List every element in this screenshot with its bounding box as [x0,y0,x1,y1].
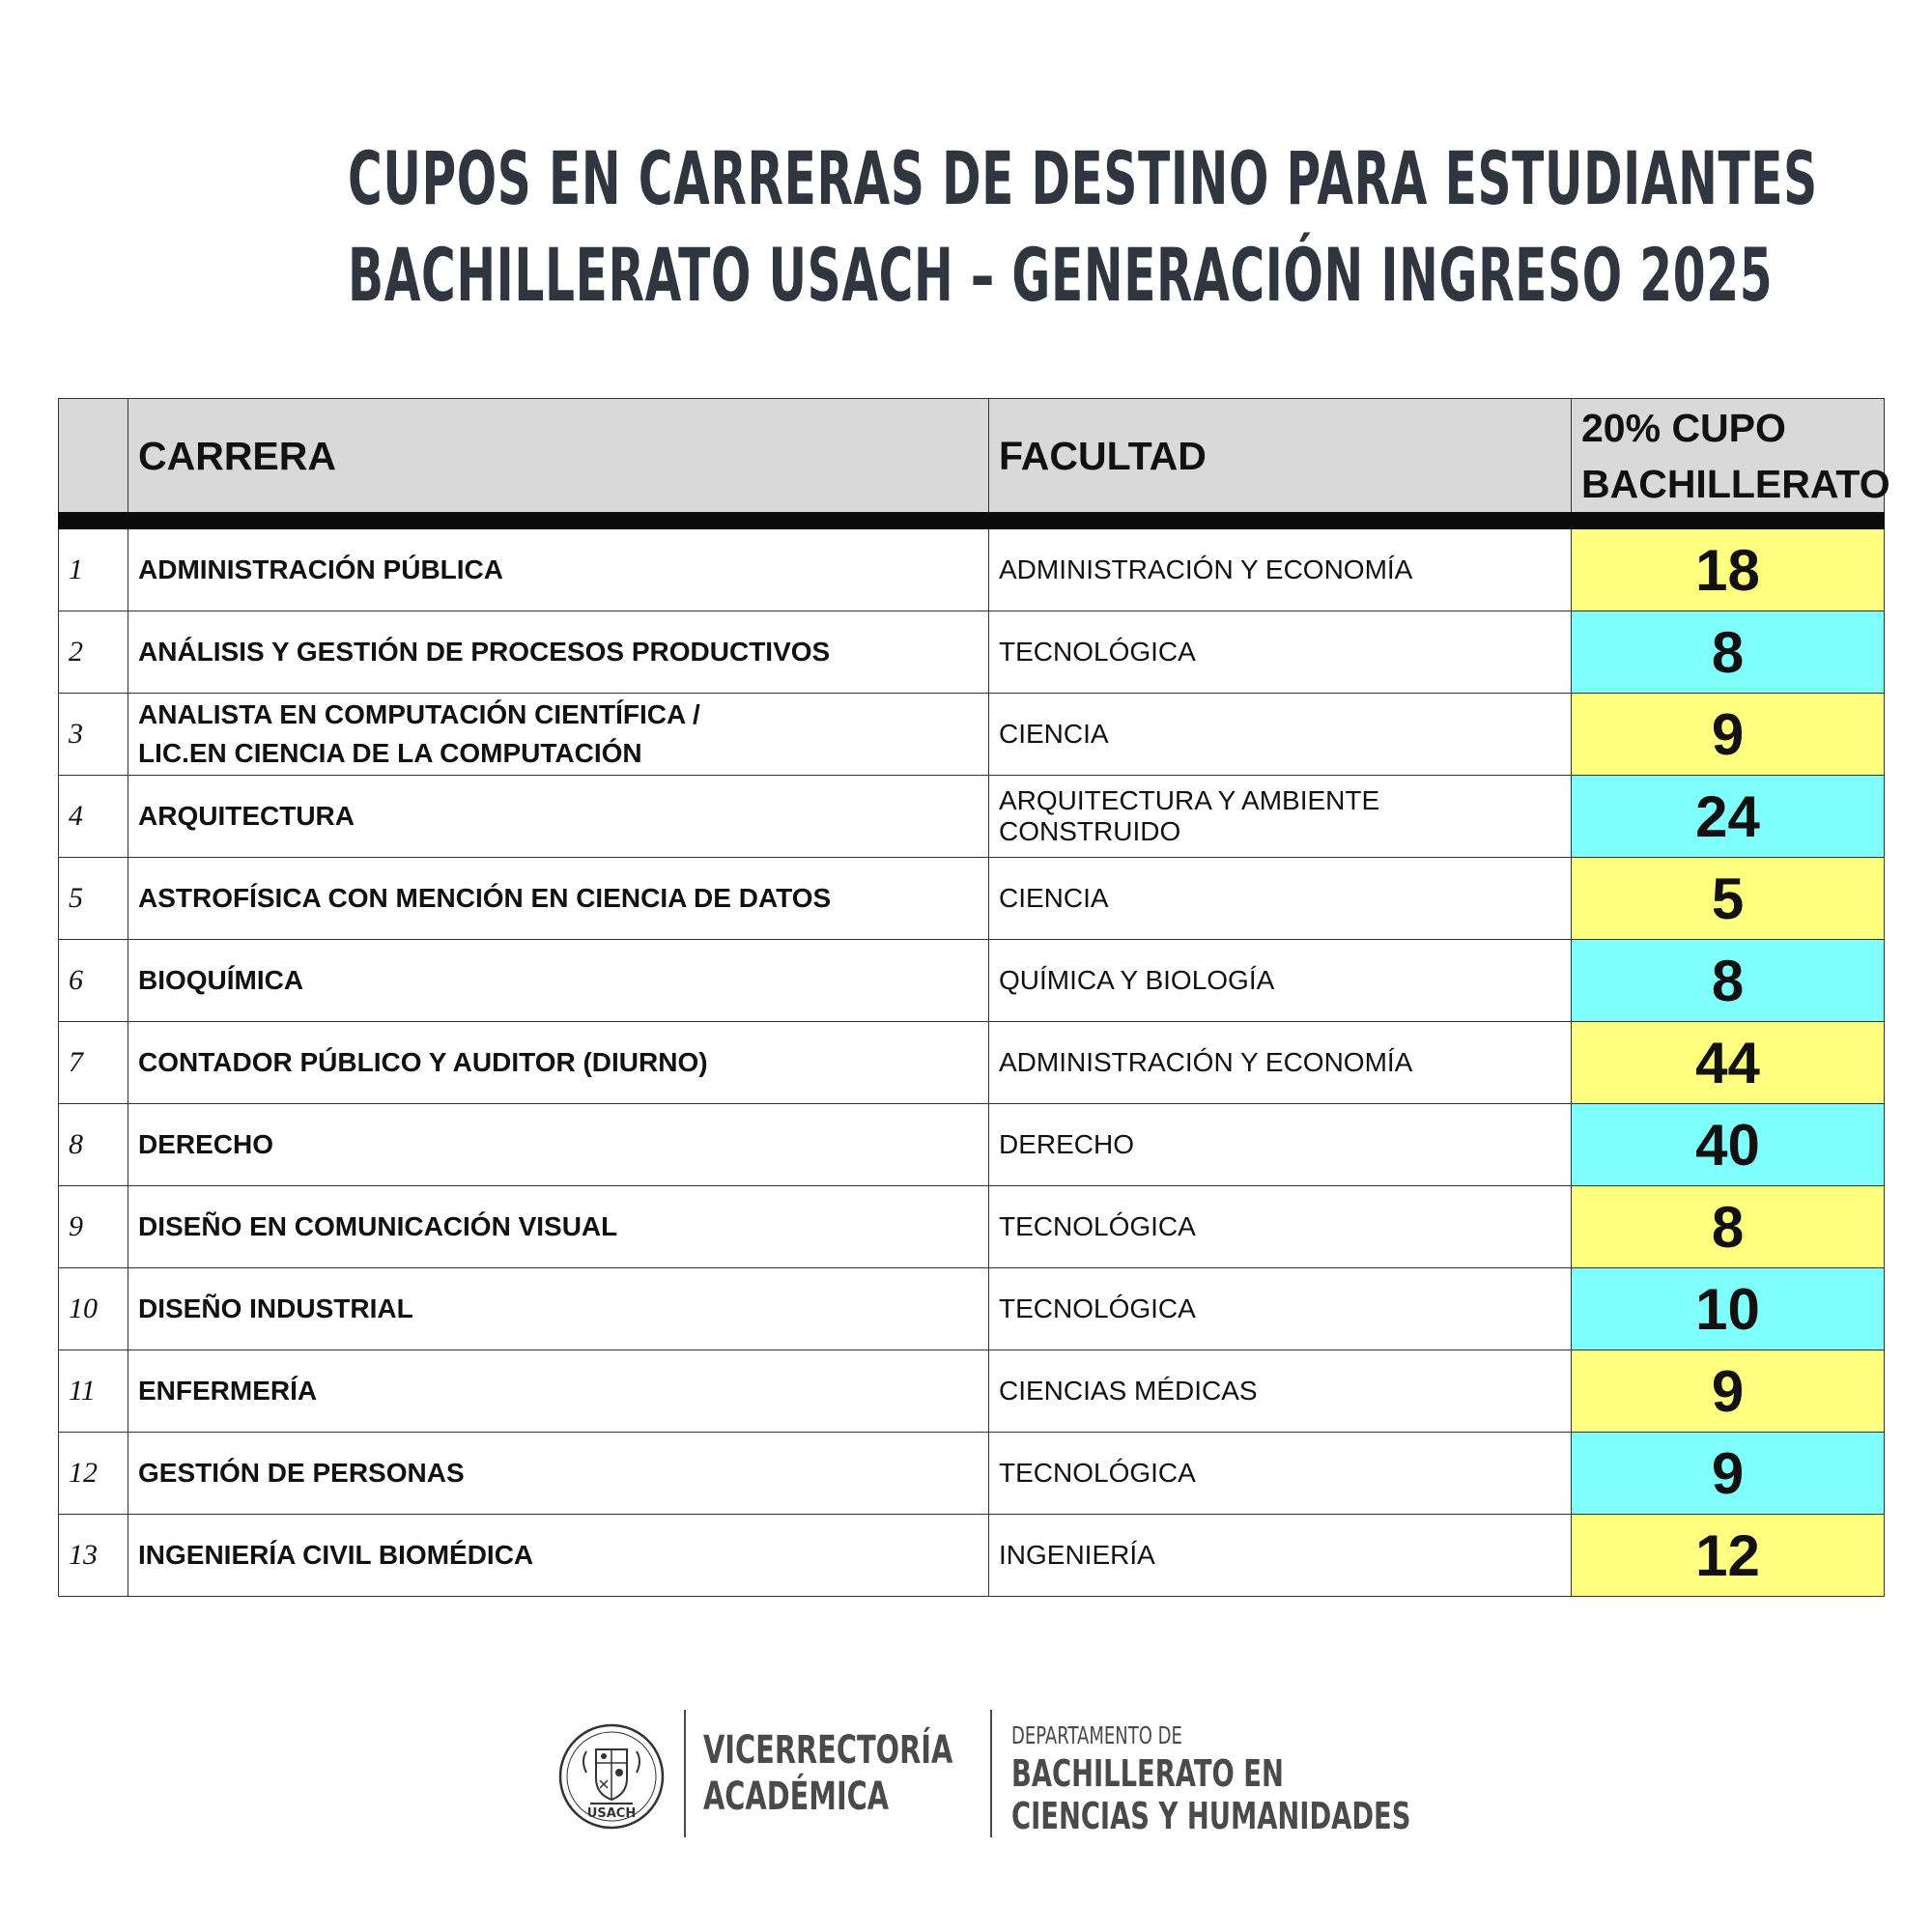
carrera-name: BIOQUÍMICA [138,965,304,995]
carrera-cell [128,1433,989,1515]
page-title [348,130,1818,324]
row-number: 3 [59,694,128,776]
table-row [59,611,1885,694]
row-number: 7 [59,1022,128,1104]
facultad-cell: ADMINISTRACIÓN Y ECONOMÍA [989,1022,1572,1104]
cupo-cell: 8 [1572,611,1885,694]
header-cupo [1572,399,1890,522]
carrera-name: ENFERMERÍA [138,1376,318,1406]
carrera-name: DISEÑO EN COMUNICACIÓN VISUAL [138,1211,618,1241]
vicerrectoria-line-1: VICERRECTORÍA [703,1728,953,1773]
carrera-cell [128,611,989,694]
facultad-cell: TECNOLÓGICA [989,1186,1572,1268]
row-number: 5 [59,858,128,940]
table-row [59,858,1885,940]
facultad-cell: ARQUITECTURA Y AMBIENTE CONSTRUIDO [989,776,1572,858]
facultad-cell: CIENCIAS MÉDICAS [989,1350,1572,1433]
carrera-cell [128,1104,989,1186]
carrera-name: ARQUITECTURA [138,801,355,831]
cupo-cell: 24 [1572,776,1885,858]
header-carrera: CARRERA [128,399,989,522]
carrera-cell [128,1022,989,1104]
facultad-cell: CIENCIA [989,858,1572,940]
footer-divider-1 [684,1710,686,1837]
carrera-cell [128,1515,989,1597]
row-number: 10 [59,1268,128,1350]
row-number: 6 [59,940,128,1022]
table-row [59,1104,1885,1186]
carrera-name: DISEÑO INDUSTRIAL [138,1293,413,1323]
facultad-cell: CIENCIA [989,694,1572,776]
carrera-cell [128,1350,989,1433]
carrera-name: ASTROFÍSICA CON MENCIÓN EN CIENCIA DE DATOS [138,883,832,913]
department-prefix: DEPARTAMENTO DE [1011,1721,1182,1749]
row-number: 9 [59,1186,128,1268]
department-label [1011,1719,1410,1837]
carrera-name: ADMINISTRACIÓN PÚBLICA [138,554,503,584]
facultad-cell: TECNOLÓGICA [989,1433,1572,1515]
carrera-name-line-2: LIC.EN CIENCIA DE LA COMPUTACIÓN [138,738,642,768]
cupo-cell: 5 [1572,858,1885,940]
header-cupo-line-2: BACHILLERATO [1581,461,1890,506]
row-number: 13 [59,1515,128,1597]
table-row [59,940,1885,1022]
cupo-cell: 10 [1572,1268,1885,1350]
carrera-cell [128,1186,989,1268]
title-line-2: BACHILLERATO USACH – GENERACIÓN INGRESO 2025 [348,232,1774,318]
row-number: 1 [59,521,128,611]
seal-text: USACH [586,1806,637,1821]
carrera-name: CONTADOR PÚBLICO Y AUDITOR (DIURNO) [138,1047,708,1077]
cupo-cell: 8 [1572,1186,1885,1268]
vicerrectoria-line-2: ACADÉMICA [703,1775,890,1819]
cupo-cell: 44 [1572,1022,1885,1104]
row-number: 8 [59,1104,128,1186]
carrera-cell [128,1268,989,1350]
facultad-cell: ADMINISTRACIÓN Y ECONOMÍA [989,521,1572,611]
row-number: 12 [59,1433,128,1515]
table-row [59,776,1885,858]
cupo-cell: 9 [1572,694,1885,776]
cupo-cell: 18 [1572,521,1885,611]
carrera-name: ANALISTA EN COMPUTACIÓN CIENTÍFICA / [138,699,700,729]
facultad-cell: DERECHO [989,1104,1572,1186]
carrera-name: ANÁLISIS Y GESTIÓN DE PROCESOS PRODUCTIVOS [138,637,831,667]
cupo-cell: 8 [1572,940,1885,1022]
table-row [59,1022,1885,1104]
vicerrectoria-label [703,1727,952,1820]
carrera-cell [128,940,989,1022]
table-row [59,694,1885,776]
row-number: 2 [59,611,128,694]
carrera-name: GESTIÓN DE PERSONAS [138,1458,465,1488]
facultad-cell: TECNOLÓGICA [989,1268,1572,1350]
cupo-cell: 9 [1572,1433,1885,1515]
table-row [59,1268,1885,1350]
table-row [59,1433,1885,1515]
cupos-table [58,398,1890,1597]
table-row [59,1515,1885,1597]
cupo-cell: 9 [1572,1350,1885,1433]
department-line-2: CIENCIAS Y HUMANIDADES [1011,1795,1411,1837]
table-row [59,521,1885,611]
department-line-1: BACHILLERATO EN [1011,1752,1284,1795]
facultad-cell: INGENIERÍA [989,1515,1572,1597]
footer-divider-2 [990,1710,992,1837]
facultad-cell: TECNOLÓGICA [989,611,1572,694]
carrera-cell [128,776,989,858]
usach-seal-icon [557,1722,666,1831]
carrera-name: INGENIERÍA CIVIL BIOMÉDICA [138,1540,534,1570]
cupo-cell: 12 [1572,1515,1885,1597]
row-number: 4 [59,776,128,858]
carrera-cell [128,858,989,940]
table-row [59,1186,1885,1268]
header-num [59,399,128,522]
cupo-cell: 40 [1572,1104,1885,1186]
carrera-cell [128,521,989,611]
row-number: 11 [59,1350,128,1433]
header-facultad: FACULTAD [989,399,1572,522]
header-cupo-line-1: 20% CUPO [1581,405,1786,450]
table-row [59,1350,1885,1433]
facultad-cell: QUÍMICA Y BIOLOGÍA [989,940,1572,1022]
carrera-cell [128,694,989,776]
table-header-row [59,399,1885,522]
title-line-1: CUPOS EN CARRERAS DE DESTINO PARA ESTUDIANTES [348,135,1818,221]
footer [0,1710,1932,1840]
carrera-name: DERECHO [138,1129,274,1159]
